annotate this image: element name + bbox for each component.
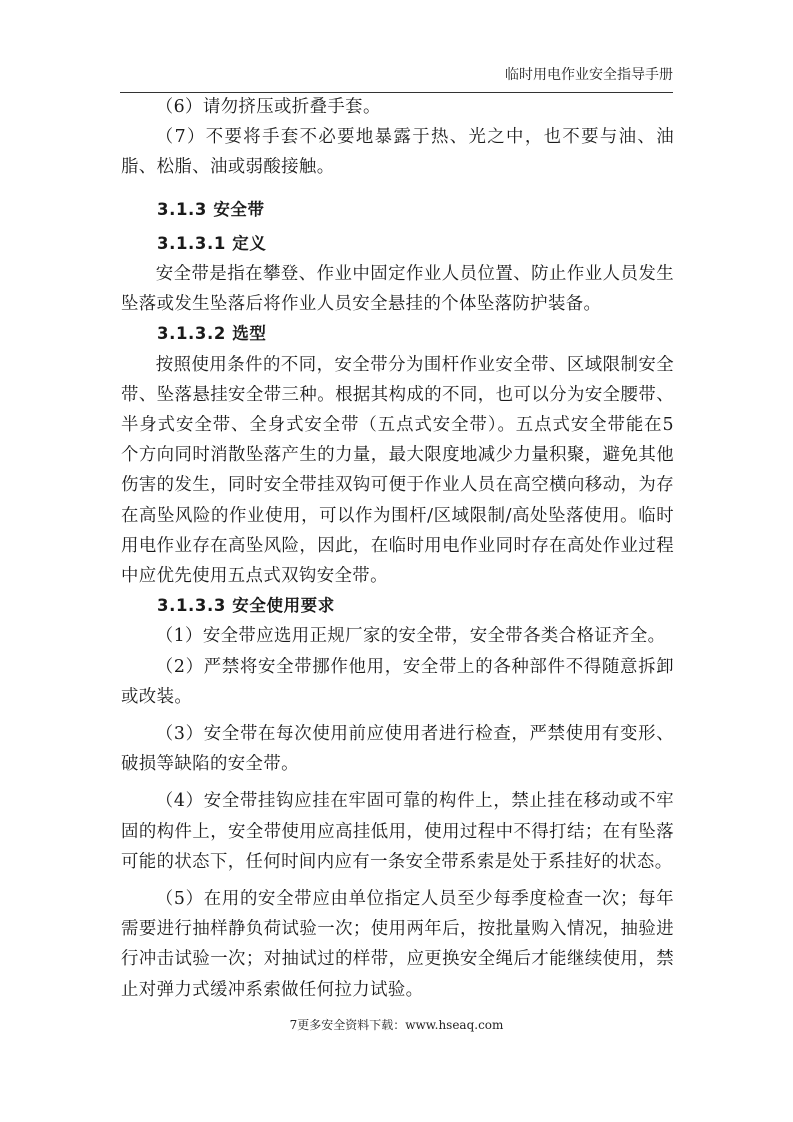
subsection-heading-usage-requirements: 3.1.3.3 安全使用要求 [157, 596, 335, 616]
subsection-heading-definition: 3.1.3.1 定义 [157, 233, 267, 253]
requirement-item-3: （3）安全带在每次使用前应使用者进行检查，严禁使用有变形、破损等缺陷的安全带。 [121, 724, 674, 775]
requirement-item-4: （4）安全带挂钩应挂在牢固可靠的构件上，禁止挂在移动或不牢固的构件上，安全带使用应高挂低用，使用过程中不得打结；在有坠落可能的状态下，任何时间内应有一条安全带系索是处于系挂好的状态。 [121, 791, 674, 872]
requirement-item-1: （1）安全带应选用正规厂家的安全带，安全带各类合格证齐全。 [155, 626, 666, 647]
header-title: 临时用电作业安全指导手册 [505, 67, 673, 83]
definition-paragraph: 安全带是指在攀登、作业中固定作业人员位置、防止作业人员发生坠落或发生坠落后将作业人员安全悬挂的个体坠落防护装备。 [121, 264, 674, 315]
selection-paragraph: 按照使用条件的不同，安全带分为围杆作业安全带、区域限制安全带、坠落悬挂安全带三种。根据其构成的不同，也可以分为安全腰带、半身式安全带、全身式安全带（五点式安全带）。五点式安全带能在5个方向同时消散坠落产生的力量，最大限度地减少力量积聚，避免其他伤害的发生，同时安全带挂双钩可便于作业人员在高空横向移动，为存在高坠风险的作业使用，可以作为围杆/区域限制/高处坠落使用。临时用电作业存在高坠风险，因此，在临时用电作业同时存在高处作业过程中应优先使用五点式双钩安全带。 [121, 354, 674, 587]
requirement-item-2: （2）严禁将安全带挪作他用，安全带上的各种部件不得随意拆卸或改装。 [121, 656, 674, 707]
glove-item-6: （6）请勿挤压或折叠手套。 [155, 97, 381, 117]
glove-item-7: （7）不要将手套不必要地暴露于热、光之中，也不要与油、油脂、松脂、油或弱酸接触。 [121, 127, 674, 178]
requirement-item-5: （5）在用的安全带应由单位指定人员至少每季度检查一次；每年需要进行抽样静负荷试验一次；使用两年后，按批量购入情况，抽验进行冲击试验一次；对抽试过的样带，应更换安全绳后才能继续使用，禁止对弹力式缓冲系索做任何拉力试验。 [121, 889, 674, 1000]
page-body [121, 92, 674, 1005]
subsection-heading-selection: 3.1.3.2 选型 [157, 324, 267, 344]
page-footer [0, 1016, 793, 1033]
running-header [120, 60, 673, 93]
footer-download-text: 更多安全资料下载：www.hseaq.com [297, 1018, 504, 1032]
page-number: 7 [289, 1018, 298, 1032]
section-heading-safety-belt: 3.1.3 安全带 [157, 199, 265, 219]
